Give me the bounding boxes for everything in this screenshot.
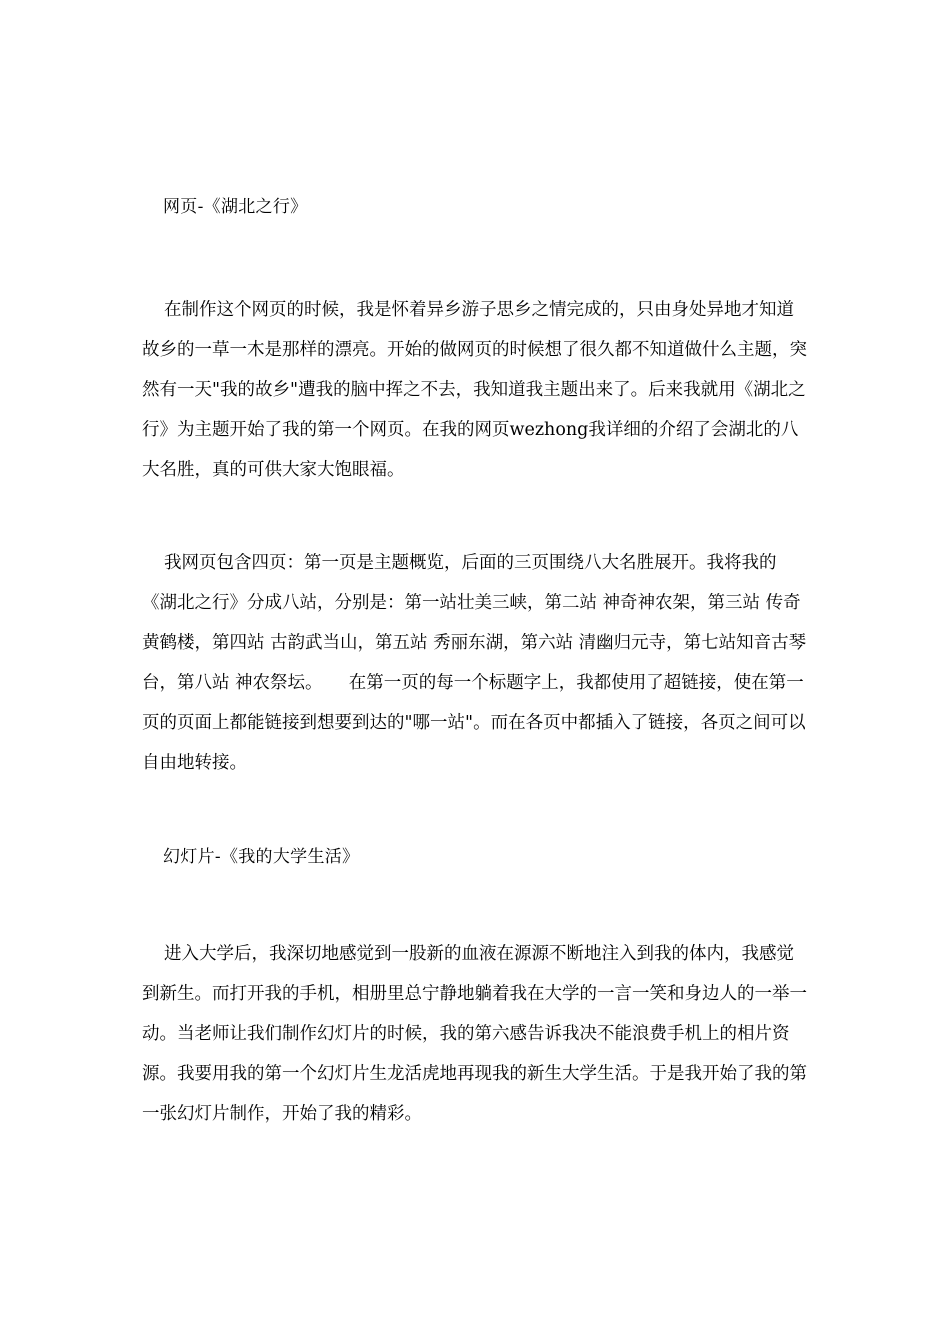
- section-heading-webpage: 网页-《湖北之行》: [163, 197, 308, 217]
- paragraph-webpage-structure: 我网页包含四页：第一页是主题概览，后面的三页围绕八大名胜展开。我将我的《湖北之行》分成八站，分别是：第一站壮美三峡，第二站 神奇神农架，第三站 传奇黄鹤楼，第四站 古韵武当山，第五站 秀丽东湖，第六站 清幽归元寺，第七站知音古琴台，第八站 神农祭坛。 在第一页的每一个标题字上，我都使用了超链接，使在第一页的页面上都能链接到想要到达的"哪一站"。而在各页中都插入了链接，各页之间可以自由地转接。: [142, 553, 807, 773]
- paragraph-slideshow-intro: 进入大学后，我深切地感觉到一股新的血液在源源不断地注入到我的体内，我感觉到新生。而打开我的手机，相册里总宁静地躺着我在大学的一言一笑和身边人的一举一动。当老师让我们制作幻灯片的时候，我的第六感告诉我决不能浪费手机上的相片资源。我要用我的第一个幻灯片生龙活虎地再现我的新生大学生活。于是我开始了我的第一张幻灯片制作，开始了我的精彩。: [142, 944, 807, 1124]
- section-heading-slideshow: 幻灯片-《我的大学生活》: [163, 847, 360, 867]
- paragraph-webpage-intro: 在制作这个网页的时候，我是怀着异乡游子思乡之情完成的，只由身处异地才知道故乡的一草一木是那样的漂亮。开始的做网页的时候想了很久都不知道做什么主题，突然有一天"我的故乡"遭我的脑中挥之不去，我知道我主题出来了。后来我就用《湖北之行》为主题开始了我的第一个网页。在我的网页wezhong我详细的介绍了会湖北的八大名胜，真的可供大家大饱眼福。: [142, 300, 807, 480]
